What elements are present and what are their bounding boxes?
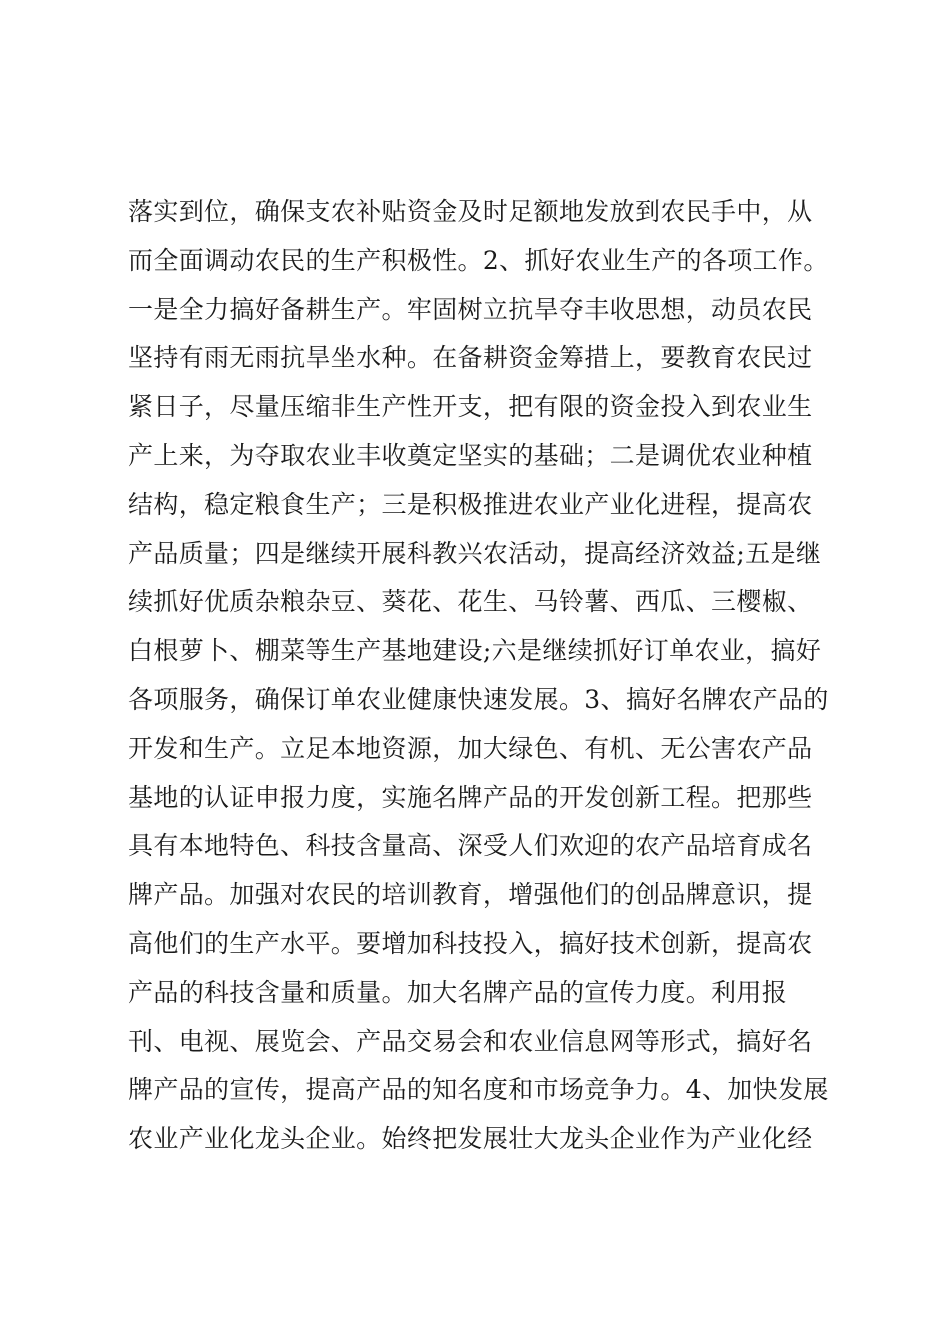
text-line: 具有本地特色、科技含量高、深受人们欢迎的农产品培育成名 [128, 831, 813, 861]
text-line: 坚持有雨无雨抗旱坐水种。在备耕资金筹措上，要教育农民过 [128, 343, 813, 373]
text-line: 而全面调动农民的生产积极性。2、抓好农业生产的各项工作。 [128, 245, 829, 275]
body-text [128, 188, 848, 1164]
text-line: 紧日子，尽量压缩非生产性开支，把有限的资金投入到农业生 [128, 392, 813, 422]
text-line: 结构，稳定粮食生产；三是积极推进农业产业化进程，提高农 [128, 489, 813, 519]
text-line: 落实到位，确保支农补贴资金及时足额地发放到农民手中，从 [128, 197, 813, 226]
text-line: 产品的科技含量和质量。加大名牌产品的宣传力度。利用报 [128, 977, 788, 1007]
text-line: 刊、电视、展览会、产品交易会和农业信息网等形式，搞好名 [128, 1026, 813, 1056]
text-line: 高他们的生产水平。要增加科技投入，搞好技术创新，提高农 [128, 928, 813, 958]
text-line: 一是全力搞好备耕生产。牢固树立抗旱夺丰收思想，动员农民 [128, 294, 813, 324]
text-line: 产品质量；四是继续开展科教兴农活动，提高经济效益;五是继 [128, 538, 822, 568]
text-line: 农业产业化龙头企业。始终把发展壮大龙头企业作为产业化经 [128, 1124, 813, 1154]
text-line: 牌产品的宣传，提高产品的知名度和市场竞争力。4、加快发展 [128, 1075, 829, 1105]
text-line: 基地的认证申报力度，实施名牌产品的开发创新工程。把那些 [128, 782, 813, 812]
text-line: 牌产品。加强对农民的培训教育，增强他们的创品牌意识，提 [128, 880, 813, 910]
text-line: 续抓好优质杂粮杂豆、葵花、花生、马铃薯、西瓜、三樱椒、 [128, 587, 813, 617]
text-line: 白根萝卜、棚菜等生产基地建设;六是继续抓好订单农业，搞好 [128, 636, 822, 666]
text-line: 产上来，为夺取农业丰收奠定坚实的基础；二是调优农业种植 [128, 440, 813, 470]
text-line: 开发和生产。立足本地资源，加大绿色、有机、无公害农产品 [128, 733, 813, 763]
text-line: 各项服务，确保订单农业健康快速发展。3、搞好名牌农产品的 [128, 684, 829, 714]
